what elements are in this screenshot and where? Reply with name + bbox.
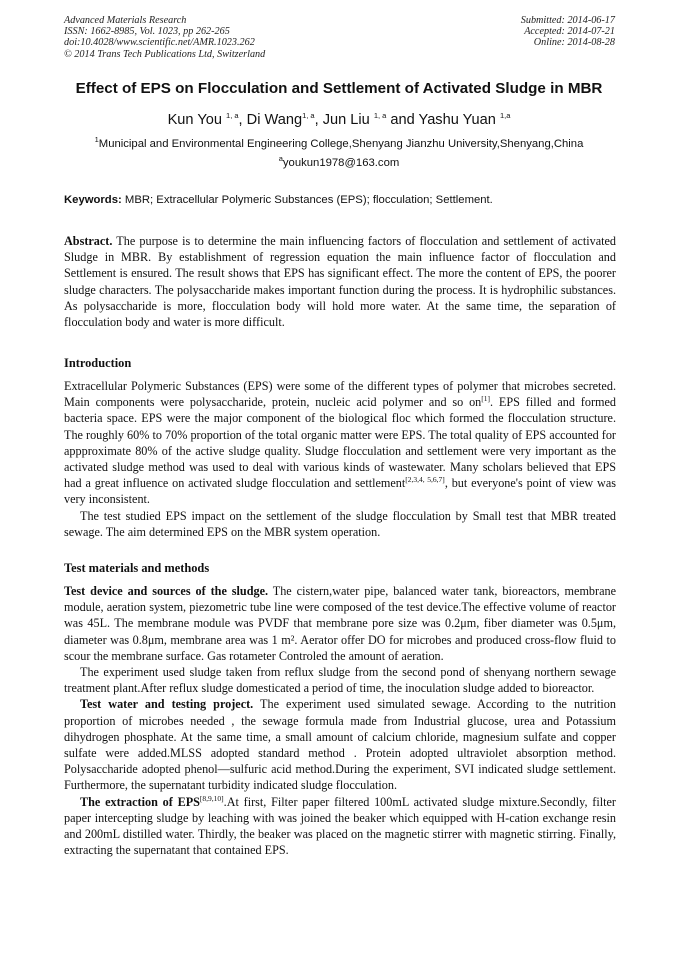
abstract	[64, 233, 616, 330]
paragraph-lead: Test water and testing project.	[80, 697, 254, 712]
keywords-label: Keywords:	[64, 194, 122, 206]
author-name: Kun You	[167, 112, 227, 128]
paragraph-text: . EPS filled and formed bacteria space. EPS were the major component of the biological floc which formed the flocculation structure. The roughly 60% to 70% proportion of the total organic matter were EPS. The total quality of EPS accounted for appproximate 80% of the active sludge quality. Sludge flocculation and settlement were very important as the activated sludge method was used to deal with various kinds of wastewater. Many scholars believed that EPS had a great influence on activated sludge flocculation and settlement	[64, 395, 617, 491]
author-affil-sup: 1, a	[373, 111, 387, 121]
citation[interactable]: [2,3,4, 5,6,7]	[405, 475, 445, 485]
paragraph-text: , but everyone's point of view was very inconsistent.	[64, 476, 616, 507]
paragraph	[64, 378, 616, 508]
affiliation	[0, 135, 678, 150]
author-affil-sup: 1,a	[499, 111, 511, 121]
introduction-heading: Introduction	[64, 356, 132, 370]
paragraph-lead: The extraction of EPS	[80, 794, 200, 809]
abstract-text: The purpose is to determine the main influencing factors of flocculation and settlement of activated Sludge in MBR. By establishment of regression equation the main influence factor of flocculation and Settlement is ensured. The result shows that EPS has significant effect. The more the content of EPS, the poorer sludge characters. The polysaccharide makes important function during the process. It is hydrophilic substances. As polysaccharide is more, flocculation body will hold more water. At the same time, the separation of flocculation body and water is more difficult.	[64, 234, 616, 330]
paragraph-lead: Test device and sources of the sludge.	[64, 584, 269, 598]
author-list	[0, 112, 678, 128]
dates-info	[521, 15, 615, 49]
journal-info	[64, 15, 265, 60]
author-email	[0, 154, 678, 169]
author-name: , Di Wang	[238, 112, 303, 128]
paragraph	[64, 696, 616, 793]
paragraph: The experiment used sludge taken from reflux sludge from the second pond of shenyang northern sewage treatment plant.After reflux sludge domesticated a period of time, the inoculation sludge added to bioreactor.	[64, 665, 616, 696]
abstract-label: Abstract.	[64, 234, 113, 248]
paragraph-text: The experiment used simulated sewage. According to the nutrition proportion of microbes needed , the sewage formula made from Industrial glucose, urea and Potassium dihydrogen phosphate. At the same time, a small amount of calcium chloride, magnesium sulfate and copper sulfate were added.MLSS adopted standard method . Protein adopted ultraviolet absorption method. Polysaccharide adopted phenol—sulfuric acid method.During the experiment, SVI indicated sludge settlement. Furthermore, the supernatant turbidity indicated sludge flocculation.	[64, 697, 616, 793]
journal-name: Advanced Materials Research	[64, 15, 187, 26]
author-affil-sup: 1, a	[226, 111, 239, 121]
author-name: , Jun Liu	[314, 112, 374, 128]
introduction-section	[64, 378, 616, 540]
paper-title: Effect of EPS on Flocculation and Settlement of Activated Sludge in MBR	[75, 80, 603, 97]
citation[interactable]: [8,9,10]	[199, 793, 224, 803]
keywords	[64, 194, 616, 206]
affiliation-text: Municipal and Environmental Engineering College,Shenyang Jianzhu University,Shenyang,China	[98, 138, 584, 150]
submitted-date: Submitted: 2014-06-17	[520, 15, 615, 26]
author-affil-sup: 1, a	[302, 111, 315, 121]
author-name: and Yashu Yuan	[386, 112, 500, 128]
paragraph	[64, 794, 616, 859]
paragraph-text: Extracellular Polymeric Substances (EPS) were some of the different types of polymer that microbes secreted. Main components were polysaccharide, protein, nucleic acid polymer and so on	[64, 379, 616, 410]
email-address[interactable]: youkun1978@163.com	[282, 157, 400, 169]
doi-line[interactable]: doi:10.4028/www.scientific.net/AMR.1023.262	[64, 37, 255, 49]
accepted-date: Accepted: 2014-07-21	[524, 26, 615, 38]
issn-line: ISSN: 1662-8985, Vol. 1023, pp 262-265	[64, 26, 230, 38]
methods-section	[64, 583, 616, 858]
paragraph-text: .At first, Filter paper filtered 100mL activated sludge mixture.Secondly, filter paper intercepting sludge by leaching with was joined the beaker which equipped with H-cation exchange resin and 200mL distilled water. Thirdly, the beaker was placed on the magnetic stirrer with magnetic stirring. Finally, extracting the supernatant that contained EPS.	[64, 794, 616, 858]
methods-heading: Test materials and methods	[64, 561, 210, 575]
paragraph	[64, 583, 616, 664]
online-date: Online: 2014-08-28	[533, 37, 615, 49]
paragraph-text: The cistern,water pipe, balanced water tank, bioreactors, membrane module, aeration system, piezometric tube line were composed of the test device.The effective volume of reactor was 45L. The membrane module was PVDF that membrane pore size was 0.2μm, fiber diameter was 0.5μm, diameter was 0.8μm, membrane area was 1 m². Aerator offer DO for microbes and produced cross-flow fluid to scour the membrane surface. Gas rotameter Controled the amount of aeration.	[64, 584, 616, 663]
affiliation-sup: 1	[94, 135, 99, 145]
keywords-text: MBR; Extracellular Polymeric Substances (EPS); flocculation; Settlement.	[121, 194, 493, 206]
citation[interactable]: [1]	[481, 394, 491, 404]
email-sup: a	[278, 154, 283, 164]
copyright-line: © 2014 Trans Tech Publications Ltd, Switzerland	[64, 48, 266, 60]
paragraph: The test studied EPS impact on the settlement of the sludge flocculation by Small test that MBR treated sewage. The aim determined EPS on the MBR system operation.	[64, 508, 616, 539]
